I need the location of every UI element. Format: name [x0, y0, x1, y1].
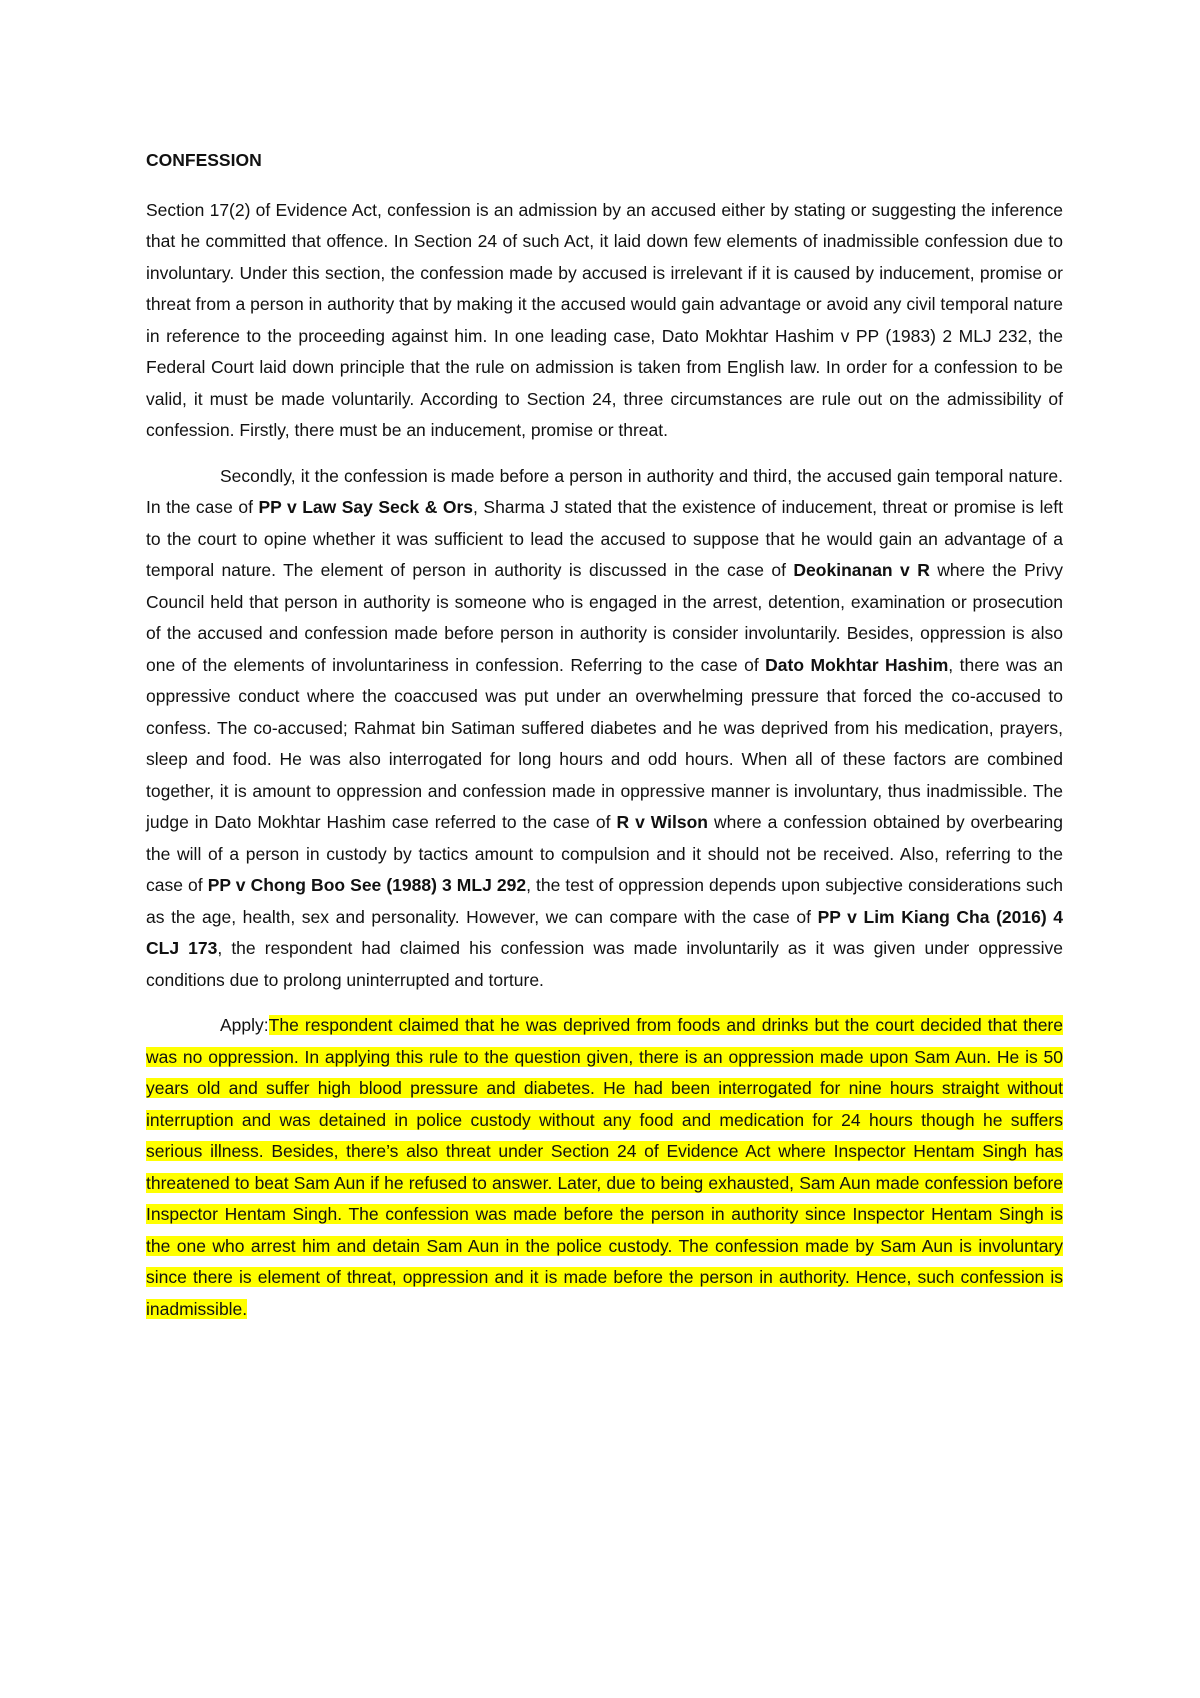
apply-label: Apply: [220, 1015, 269, 1035]
paragraph-text: , the respondent had claimed his confession was made involuntarily as it was given under oppressive conditions due to prolong uninterrupted and torture. [146, 938, 1063, 990]
case-name-lim-kiang-cha: PP v Lim Kiang Cha (2016) 4 CLJ 173 [146, 906, 1063, 958]
paragraph-secondly [146, 461, 1063, 997]
paragraph-text: , Sharma J stated that the existence of inducement, threat or promise is left to the court to opine whether it was sufficient to lead the accused to suppose that he would gain an advantage of a temporal nature. The element of person in authority is discussed in the case of [146, 497, 1063, 580]
paragraph-text: , the test of oppression depends upon subjective considerations such as the age, health, sex and personality. However, we can compare with the case of [146, 875, 1063, 927]
paragraph-text: where a confession obtained by overbearing the will of a person in custody by tactics amount to compulsion and it should not be received. Also, referring to the case of [146, 812, 1063, 895]
case-name-r-v-wilson: R v Wilson [616, 812, 708, 832]
paragraph-section-17 [146, 195, 1063, 447]
case-name-mokhtar-hashim: Dato Mokhtar Hashim [765, 654, 949, 675]
document-body [146, 145, 1063, 1339]
case-name-chong-boo-see: PP v Chong Boo See (1988) 3 MLJ 292 [207, 875, 527, 895]
paragraph-apply [146, 1010, 1063, 1325]
case-name-law-say-seck: PP v Law Say Seck & Ors [258, 497, 474, 517]
case-name-deokinanan: Deokinanan v R [793, 560, 930, 580]
document-heading: CONFESSION [146, 150, 262, 170]
paragraph-text: where the Privy Council held that person in authority is someone who is engaged in the arrest, detention, examination or prosecution of the accused and confession made before person in authority is consider involuntarily. Besides, oppression is also one of the elements of involuntariness in confession. Referring to the case of [146, 560, 1063, 675]
highlighted-application-text: The respondent claimed that he was deprived from foods and drinks but the court decided that there was no oppression. In applying this rule to the question given, there is an oppression made upon Sam Aun. He is 50 years old and suffer high blood pressure and diabetes. He had been interrogated for nine hours straight without interruption and was detained in police custody without any food and medication for 24 hours though he suffers serious illness. Besides, there’s also threat under Section 24 of Evidence Act where Inspector Hentam Singh has threatened to beat Sam Aun if he refused to answer. Later, due to being exhausted, Sam Aun made confession before Inspector Hentam Singh. The confession was made before the person in authority since Inspector Hentam Singh is the one who arrest him and detain Sam Aun in the police custody. The confession made by Sam Aun is involuntary since there is element of threat, oppression and it is made before the person in authority. Hence, such confession is inadmissible. [146, 1015, 1063, 1319]
paragraph-text: Secondly, it the confession is made before a person in authority and third, the accused gain temporal nature. In the case of [146, 465, 1063, 517]
paragraph-text: Section 17(2) of Evidence Act, confession is an admission by an accused either by stating or suggesting the inference that he committed that offence. In Section 24 of such Act, it laid down few elements of inadmissible confession due to involuntary. Under this section, the confession made by accused is irrelevant if it is caused by inducement, promise or threat from a person in authority that by making it the accused would gain advantage or avoid any civil temporal nature in reference to the proceeding against him. In one leading case, Dato Mokhtar Hashim v PP (1983) 2 MLJ 232, the Federal Court laid down principle that the rule on admission is taken from English law. In order for a confession to be valid, it must be made voluntarily. According to Section 24, three circumstances are rule out on the admissibility of confession. Firstly, there must be an inducement, promise or threat. [146, 199, 1063, 440]
paragraph-text: , there was an oppressive conduct where the coaccused was put under an overwhelming pressure that forced the co-accused to confess. The co-accused; Rahmat bin Satiman suffered diabetes and he was deprived from his medication, prayers, sleep and food. He was also interrogated for long hours and odd hours. When all of these factors are combined together, it is amount to oppression and confession made in oppressive manner is involuntary, thus inadmissible. The judge in Dato Mokhtar Hashim case referred to the case of [146, 654, 1064, 832]
